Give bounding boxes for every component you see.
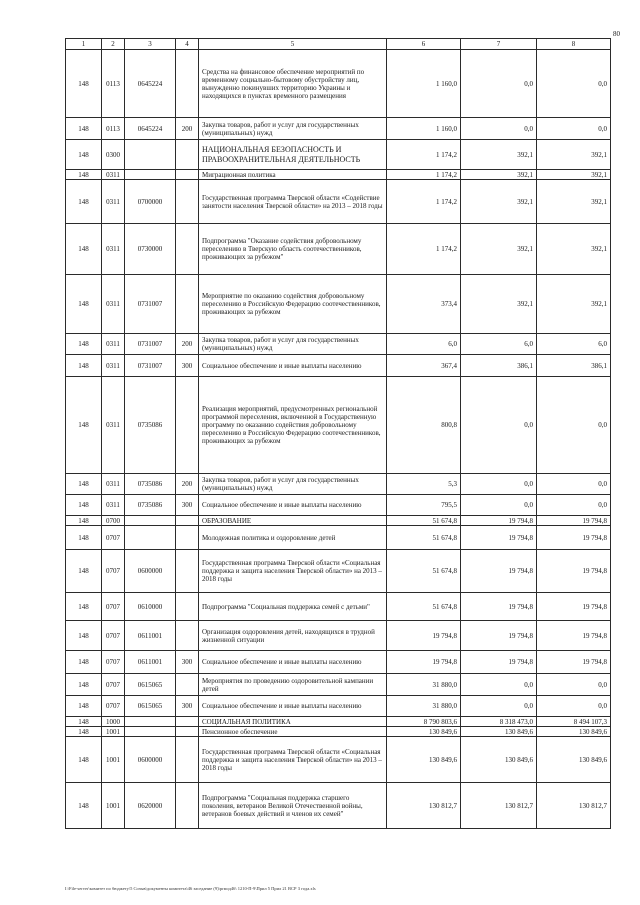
cell-description: Социальное обеспечение и иные выплаты населению: [199, 651, 387, 674]
cell-expense-type: [176, 621, 199, 651]
cell-amount-year-2: 130 849,6: [461, 737, 537, 783]
cell-admin-code: 148: [66, 140, 102, 170]
cell-target-article: 0610000: [125, 593, 176, 621]
cell-admin-code: 148: [66, 651, 102, 674]
cell-amount-year-1: 1 174,2: [387, 224, 461, 275]
cell-admin-code: 148: [66, 550, 102, 593]
cell-amount-year-3: 19 794,8: [537, 651, 611, 674]
cell-amount-year-2: 19 794,8: [461, 550, 537, 593]
cell-amount-year-1: 51 674,8: [387, 593, 461, 621]
cell-expense-type: 300: [176, 355, 199, 377]
table-row: [66, 474, 611, 495]
cell-expense-type: 200: [176, 334, 199, 355]
cell-expense-type: 300: [176, 651, 199, 674]
cell-amount-year-2: 0,0: [461, 495, 537, 516]
cell-expense-type: [176, 180, 199, 224]
cell-expense-type: [176, 783, 199, 829]
table-row: [66, 180, 611, 224]
cell-expense-type: [176, 593, 199, 621]
cell-amount-year-1: 31 880,0: [387, 696, 461, 717]
cell-expense-type: [176, 516, 199, 526]
header-col-1: 1: [66, 39, 102, 50]
cell-admin-code: 148: [66, 334, 102, 355]
cell-amount-year-2: 0,0: [461, 50, 537, 118]
cell-amount-year-1: 373,4: [387, 275, 461, 334]
cell-amount-year-3: 0,0: [537, 474, 611, 495]
cell-description: Социальное обеспечение и иные выплаты населению: [199, 355, 387, 377]
cell-expense-type: [176, 377, 199, 474]
page-number: 80: [613, 30, 620, 38]
cell-target-article: 0731007: [125, 334, 176, 355]
cell-amount-year-3: 130 812,7: [537, 783, 611, 829]
cell-amount-year-1: 19 794,8: [387, 621, 461, 651]
cell-section-code: 0311: [102, 275, 125, 334]
footer-file-path: I:\File-server\комитет по бюджету\5 Созыв\документы комитета\46 заседание (9)\prмод46\ 1210-П-9\Прил 5 Прил 21 ВСР 3 года.xls: [65, 886, 316, 891]
cell-section-code: 1001: [102, 727, 125, 737]
table-row: [66, 118, 611, 140]
cell-amount-year-3: 0,0: [537, 50, 611, 118]
cell-amount-year-2: 6,0: [461, 334, 537, 355]
cell-expense-type: [176, 674, 199, 696]
cell-admin-code: 148: [66, 275, 102, 334]
cell-amount-year-2: 8 318 473,0: [461, 717, 537, 727]
cell-expense-type: [176, 737, 199, 783]
cell-section-code: 0707: [102, 593, 125, 621]
cell-expense-type: [176, 727, 199, 737]
cell-section-code: 0311: [102, 170, 125, 180]
cell-section-code: 0113: [102, 50, 125, 118]
cell-description: Подпрограмма "Оказание содействия добровольному переселению в Тверскую область соотечественников, проживающих за рубежом": [199, 224, 387, 275]
cell-amount-year-2: 392,1: [461, 140, 537, 170]
cell-section-code: 0707: [102, 696, 125, 717]
table-row: [66, 334, 611, 355]
cell-target-article: 0611001: [125, 651, 176, 674]
cell-target-article: 0600000: [125, 737, 176, 783]
table-row: [66, 727, 611, 737]
cell-admin-code: 148: [66, 593, 102, 621]
cell-expense-type: 300: [176, 696, 199, 717]
table-row: [66, 696, 611, 717]
cell-admin-code: 148: [66, 727, 102, 737]
cell-description: Государственная программа Тверской области «Социальная поддержка и защита населения Тверской области» на 2013 – 2018 годы: [199, 737, 387, 783]
cell-target-article: 0735086: [125, 377, 176, 474]
cell-section-code: 1000: [102, 717, 125, 727]
table-row: [66, 526, 611, 550]
cell-target-article: 0735086: [125, 474, 176, 495]
cell-admin-code: 148: [66, 621, 102, 651]
cell-amount-year-3: 0,0: [537, 118, 611, 140]
cell-amount-year-1: 1 174,2: [387, 140, 461, 170]
cell-amount-year-3: 392,1: [537, 180, 611, 224]
cell-expense-type: [176, 275, 199, 334]
cell-amount-year-3: 6,0: [537, 334, 611, 355]
cell-amount-year-2: 19 794,8: [461, 593, 537, 621]
cell-amount-year-2: 0,0: [461, 474, 537, 495]
cell-amount-year-3: 392,1: [537, 140, 611, 170]
cell-description: Молодежная политика и оздоровление детей: [199, 526, 387, 550]
table-row: [66, 516, 611, 526]
table-body: [66, 50, 611, 829]
cell-target-article: [125, 140, 176, 170]
cell-description: Государственная программа Тверской области «Социальная поддержка и защита населения Тверской области» на 2013 – 2018 годы: [199, 550, 387, 593]
cell-description: Закупка товаров, работ и услуг для государственных (муниципальных) нужд: [199, 118, 387, 140]
cell-amount-year-1: 800,8: [387, 377, 461, 474]
cell-section-code: 0311: [102, 334, 125, 355]
cell-amount-year-3: 0,0: [537, 696, 611, 717]
cell-target-article: [125, 526, 176, 550]
cell-expense-type: 300: [176, 495, 199, 516]
cell-amount-year-3: 130 849,6: [537, 727, 611, 737]
cell-section-code: 1001: [102, 737, 125, 783]
cell-target-article: 0645224: [125, 50, 176, 118]
cell-admin-code: 148: [66, 526, 102, 550]
cell-amount-year-3: 8 494 107,3: [537, 717, 611, 727]
table-row: [66, 170, 611, 180]
cell-admin-code: 148: [66, 377, 102, 474]
cell-admin-code: 148: [66, 737, 102, 783]
table-row: [66, 593, 611, 621]
table-row: [66, 651, 611, 674]
cell-target-article: 0600000: [125, 550, 176, 593]
cell-expense-type: 200: [176, 118, 199, 140]
cell-description: Социальное обеспечение и иные выплаты населению: [199, 495, 387, 516]
table-row: [66, 377, 611, 474]
cell-description: ОБРАЗОВАНИЕ: [199, 516, 387, 526]
cell-section-code: 0311: [102, 180, 125, 224]
cell-target-article: 0731007: [125, 275, 176, 334]
cell-description: СОЦИАЛЬНАЯ ПОЛИТИКА: [199, 717, 387, 727]
cell-amount-year-2: 0,0: [461, 696, 537, 717]
header-col-4: 4: [176, 39, 199, 50]
cell-section-code: 0311: [102, 474, 125, 495]
table-row: [66, 783, 611, 829]
header-col-8: 8: [537, 39, 611, 50]
cell-amount-year-1: 130 849,6: [387, 727, 461, 737]
cell-admin-code: 148: [66, 717, 102, 727]
cell-amount-year-1: 130 849,6: [387, 737, 461, 783]
cell-amount-year-3: 0,0: [537, 377, 611, 474]
cell-target-article: [125, 727, 176, 737]
cell-amount-year-1: 31 880,0: [387, 674, 461, 696]
cell-section-code: 0707: [102, 674, 125, 696]
cell-target-article: 0700000: [125, 180, 176, 224]
cell-admin-code: 148: [66, 696, 102, 717]
cell-expense-type: [176, 140, 199, 170]
table-row: [66, 717, 611, 727]
cell-section-code: 0707: [102, 526, 125, 550]
header-col-5: 5: [199, 39, 387, 50]
cell-section-code: 0311: [102, 224, 125, 275]
cell-amount-year-1: 1 160,0: [387, 50, 461, 118]
cell-amount-year-2: 392,1: [461, 275, 537, 334]
cell-target-article: 0645224: [125, 118, 176, 140]
cell-amount-year-3: 19 794,8: [537, 516, 611, 526]
cell-amount-year-1: 51 674,8: [387, 516, 461, 526]
cell-amount-year-3: 392,1: [537, 224, 611, 275]
cell-amount-year-3: 19 794,8: [537, 593, 611, 621]
cell-description: Пенсионное обеспечение: [199, 727, 387, 737]
cell-target-article: 0735086: [125, 495, 176, 516]
header-col-6: 6: [387, 39, 461, 50]
cell-section-code: 0700: [102, 516, 125, 526]
cell-amount-year-2: 0,0: [461, 674, 537, 696]
cell-admin-code: 148: [66, 474, 102, 495]
cell-description: Закупка товаров, работ и услуг для государственных (муниципальных) нужд: [199, 334, 387, 355]
cell-amount-year-1: 51 674,8: [387, 526, 461, 550]
cell-admin-code: 148: [66, 783, 102, 829]
cell-amount-year-1: 19 794,8: [387, 651, 461, 674]
header-row: [66, 39, 611, 50]
cell-target-article: 0611001: [125, 621, 176, 651]
table-row: [66, 737, 611, 783]
header-col-3: 3: [125, 39, 176, 50]
cell-amount-year-3: 0,0: [537, 495, 611, 516]
cell-section-code: 1001: [102, 783, 125, 829]
cell-section-code: 0300: [102, 140, 125, 170]
cell-description: Мероприятия по проведению оздоровительной кампании детей: [199, 674, 387, 696]
cell-description: Подпрограмма "Социальная поддержка старшего поколения, ветеранов Великой Отечественной войны, ветеранов боевых действий и членов их семей": [199, 783, 387, 829]
cell-description: Средства на финансовое обеспечение мероприятий по временному социально-бытовому обустройству лиц, вынужденно покинувших территорию Украины и находящихся в пунктах временного размещения: [199, 50, 387, 118]
header-col-2: 2: [102, 39, 125, 50]
cell-description: НАЦИОНАЛЬНАЯ БЕЗОПАСНОСТЬ И ПРАВООХРАНИТЕЛЬНАЯ ДЕЯТЕЛЬНОСТЬ: [199, 140, 387, 170]
cell-amount-year-1: 51 674,8: [387, 550, 461, 593]
cell-expense-type: [176, 550, 199, 593]
cell-description: Реализация мероприятий, предусмотренных региональной программой переселения, включенной в Государственную программу по оказанию содействия добровольному переселению в Российскую Федерацию соотечественников, проживающих за рубежом: [199, 377, 387, 474]
cell-amount-year-1: 6,0: [387, 334, 461, 355]
cell-target-article: [125, 717, 176, 727]
cell-amount-year-2: 0,0: [461, 377, 537, 474]
table-row: [66, 550, 611, 593]
table-row: [66, 275, 611, 334]
cell-section-code: 0707: [102, 550, 125, 593]
cell-amount-year-2: 19 794,8: [461, 651, 537, 674]
cell-target-article: [125, 516, 176, 526]
cell-description: Подпрограмма "Социальная поддержка семей с детьми": [199, 593, 387, 621]
cell-amount-year-2: 392,1: [461, 224, 537, 275]
cell-amount-year-2: 0,0: [461, 118, 537, 140]
cell-amount-year-1: 1 160,0: [387, 118, 461, 140]
cell-target-article: 0620000: [125, 783, 176, 829]
table-row: [66, 224, 611, 275]
cell-section-code: 0311: [102, 495, 125, 516]
cell-admin-code: 148: [66, 180, 102, 224]
cell-admin-code: 148: [66, 674, 102, 696]
budget-table: [65, 38, 611, 829]
cell-amount-year-3: 19 794,8: [537, 621, 611, 651]
cell-amount-year-3: 130 849,6: [537, 737, 611, 783]
cell-description: Организация оздоровления детей, находящихся в трудной жизненной ситуации: [199, 621, 387, 651]
cell-description: Закупка товаров, работ и услуг для государственных (муниципальных) нужд: [199, 474, 387, 495]
cell-expense-type: [176, 170, 199, 180]
cell-amount-year-2: 19 794,8: [461, 516, 537, 526]
cell-amount-year-1: 5,3: [387, 474, 461, 495]
cell-amount-year-1: 795,5: [387, 495, 461, 516]
cell-expense-type: 200: [176, 474, 199, 495]
cell-amount-year-3: 392,1: [537, 170, 611, 180]
header-col-7: 7: [461, 39, 537, 50]
cell-amount-year-2: 392,1: [461, 170, 537, 180]
cell-description: Социальное обеспечение и иные выплаты населению: [199, 696, 387, 717]
cell-description: Миграционная политика: [199, 170, 387, 180]
cell-target-article: 0731007: [125, 355, 176, 377]
cell-amount-year-3: 19 794,8: [537, 526, 611, 550]
cell-expense-type: [176, 50, 199, 118]
cell-section-code: 0311: [102, 355, 125, 377]
table-row: [66, 50, 611, 118]
cell-admin-code: 148: [66, 170, 102, 180]
table-row: [66, 140, 611, 170]
cell-expense-type: [176, 526, 199, 550]
cell-amount-year-1: 1 174,2: [387, 170, 461, 180]
cell-expense-type: [176, 224, 199, 275]
cell-admin-code: 148: [66, 50, 102, 118]
table-row: [66, 674, 611, 696]
cell-section-code: 0707: [102, 651, 125, 674]
cell-admin-code: 148: [66, 224, 102, 275]
cell-target-article: 0615065: [125, 674, 176, 696]
cell-admin-code: 148: [66, 355, 102, 377]
cell-description: Мероприятие по оказанию содействия добровольному переселению в Российскую Федерацию соотечественников, проживающих за рубежом: [199, 275, 387, 334]
cell-amount-year-2: 392,1: [461, 180, 537, 224]
cell-description: Государственная программа Тверской области «Содействие занятости населения Тверской области» на 2013 – 2018 годы: [199, 180, 387, 224]
cell-expense-type: [176, 717, 199, 727]
cell-target-article: 0730000: [125, 224, 176, 275]
cell-amount-year-2: 19 794,8: [461, 621, 537, 651]
table-row: [66, 355, 611, 377]
table-row: [66, 495, 611, 516]
cell-amount-year-2: 130 812,7: [461, 783, 537, 829]
cell-admin-code: 148: [66, 516, 102, 526]
cell-amount-year-2: 19 794,8: [461, 526, 537, 550]
cell-target-article: 0615065: [125, 696, 176, 717]
cell-target-article: [125, 170, 176, 180]
cell-amount-year-1: 1 174,2: [387, 180, 461, 224]
cell-amount-year-3: 386,1: [537, 355, 611, 377]
cell-amount-year-1: 367,4: [387, 355, 461, 377]
cell-section-code: 0707: [102, 621, 125, 651]
cell-amount-year-3: 19 794,8: [537, 550, 611, 593]
cell-section-code: 0113: [102, 118, 125, 140]
cell-amount-year-1: 130 812,7: [387, 783, 461, 829]
table-row: [66, 621, 611, 651]
cell-amount-year-3: 0,0: [537, 674, 611, 696]
cell-admin-code: 148: [66, 495, 102, 516]
cell-amount-year-2: 386,1: [461, 355, 537, 377]
cell-amount-year-1: 8 790 803,6: [387, 717, 461, 727]
cell-amount-year-2: 130 849,6: [461, 727, 537, 737]
cell-admin-code: 148: [66, 118, 102, 140]
cell-section-code: 0311: [102, 377, 125, 474]
cell-amount-year-3: 392,1: [537, 275, 611, 334]
